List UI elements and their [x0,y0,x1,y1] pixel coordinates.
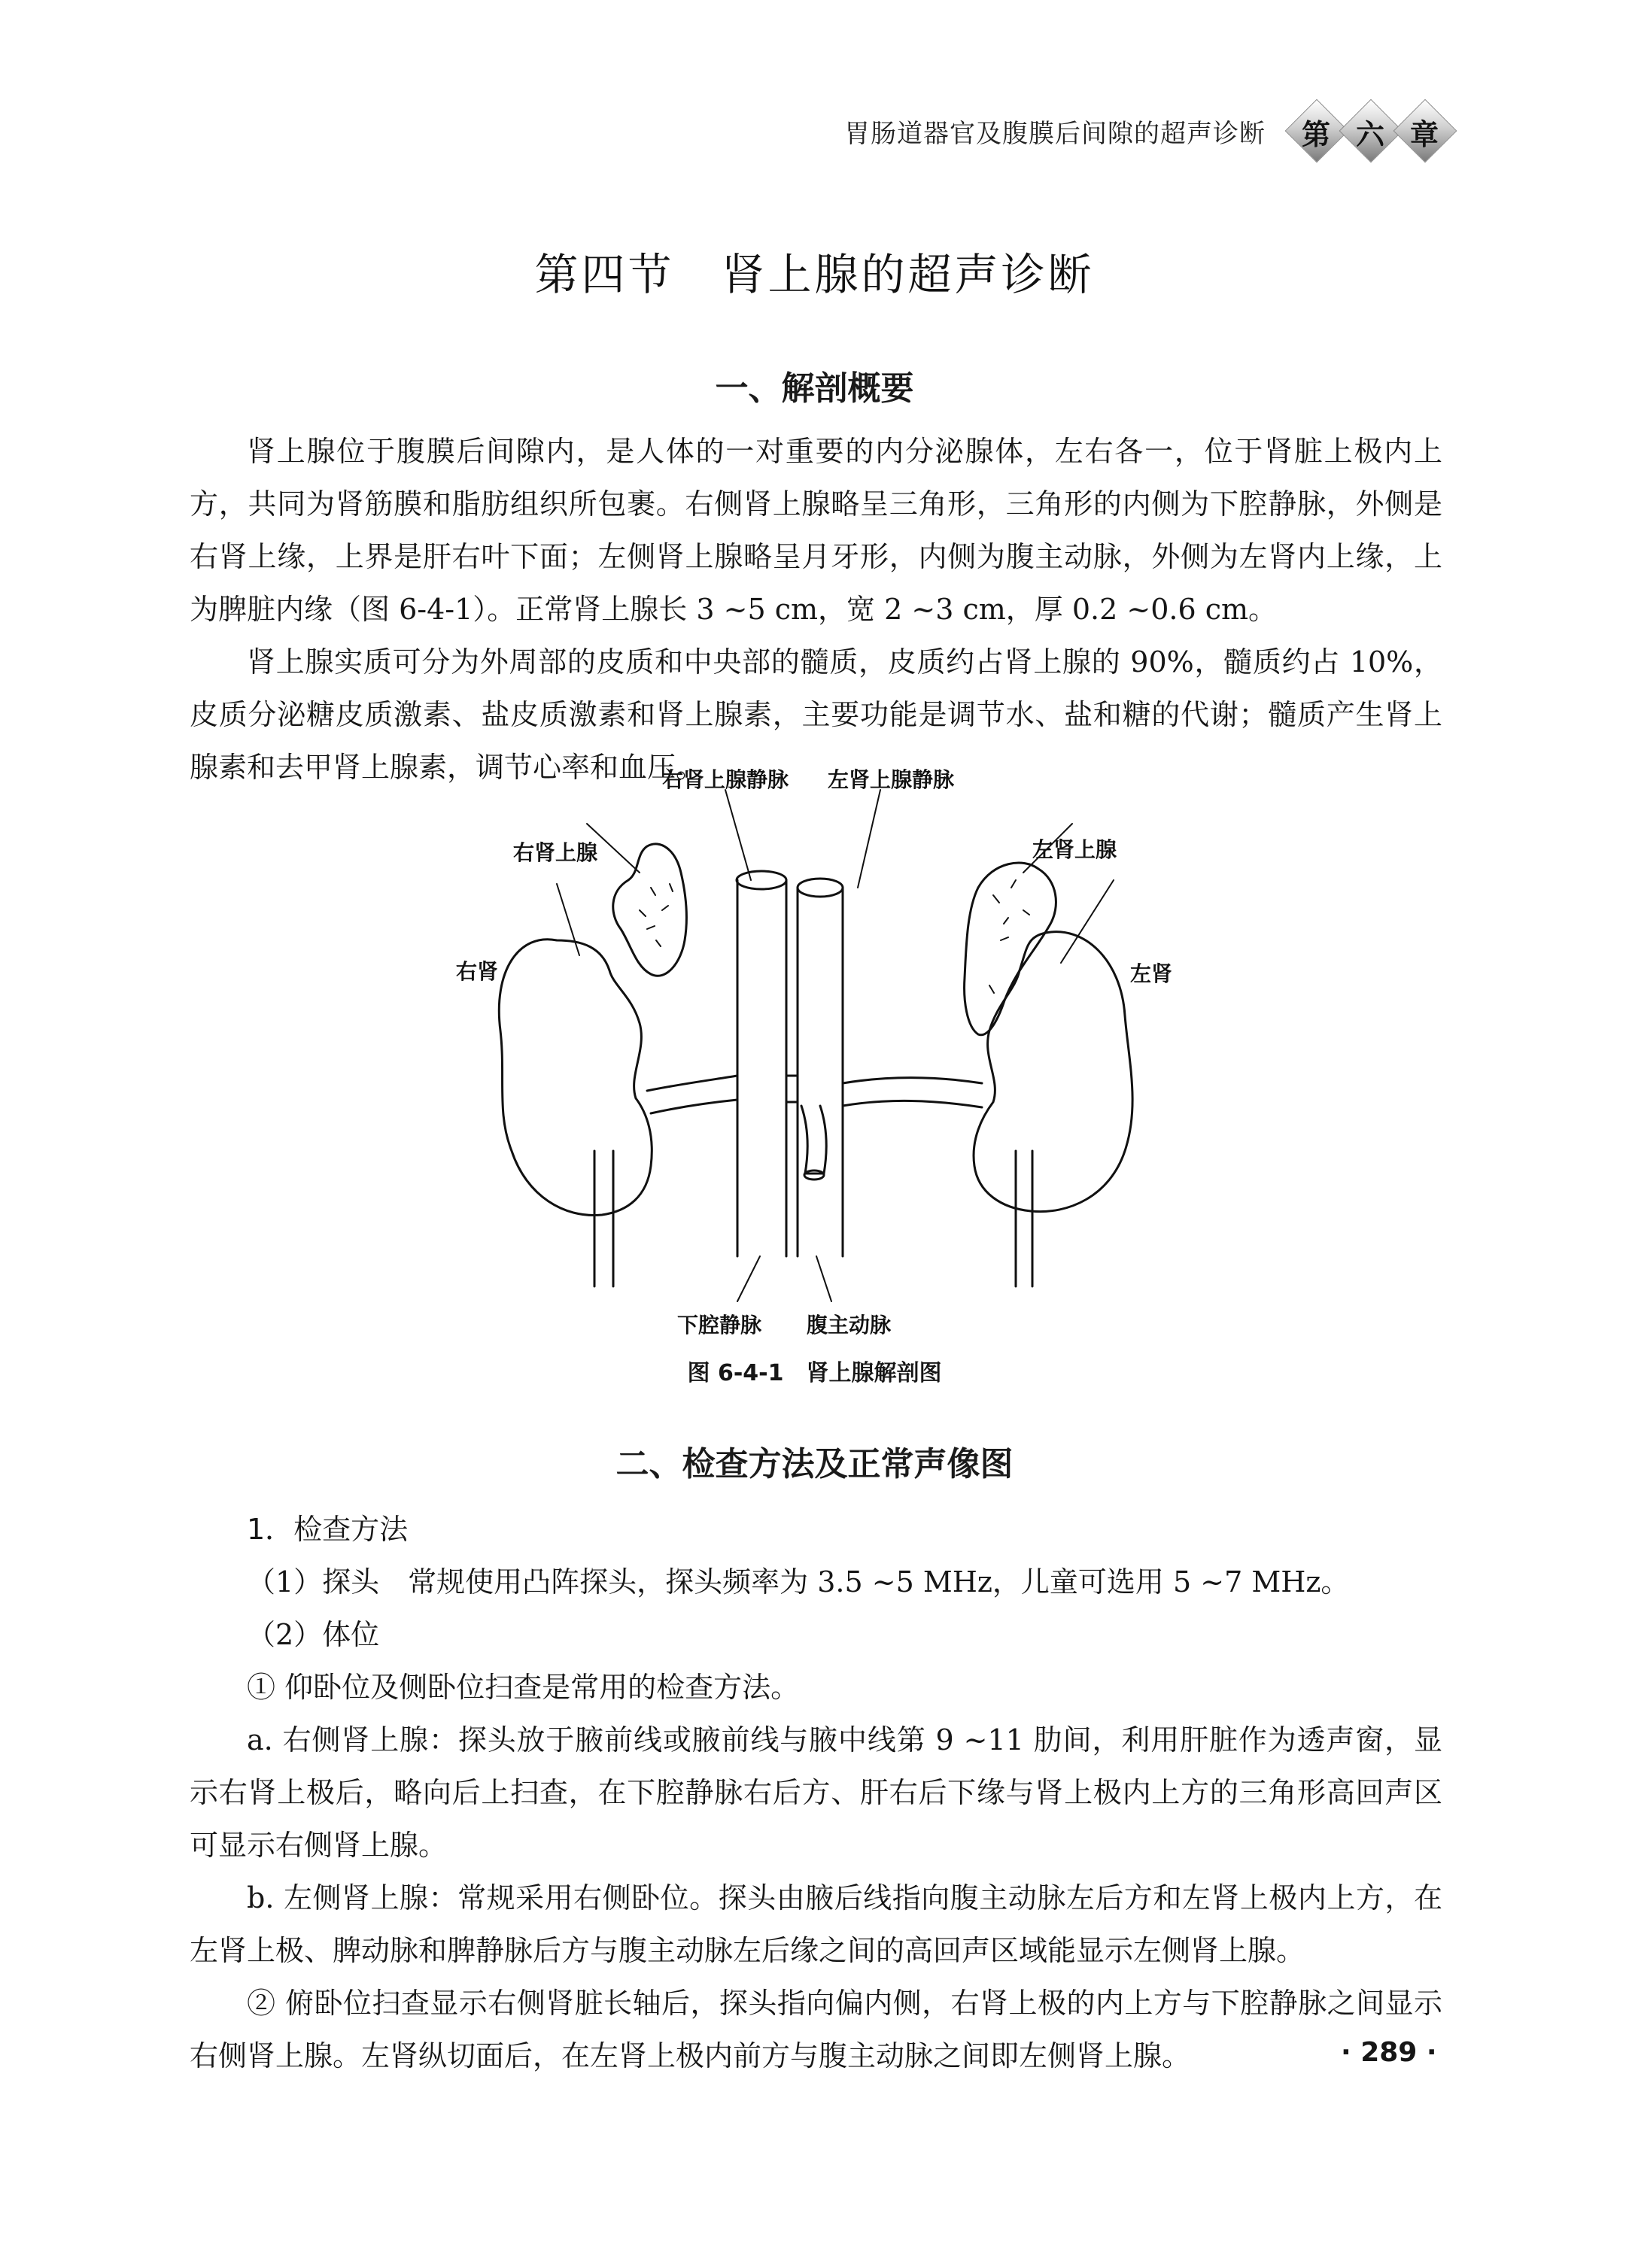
paragraph: b. 左侧肾上腺：常规采用右侧卧位。探头由腋后线指向腹主动脉左后方和左肾上极内上方，在左肾上极、脾动脉和脾静脉后方与腹主动脉左后缘之间的高回声区域能显示左侧肾上腺。 [190,1881,1442,1967]
item-probe: （1）探头 常规使用凸阵探头，探头频率为 3.5 ~5 MHz，儿童可选用 5 ~7 MHz。 [247,1565,1350,1599]
anatomy-text [190,425,1442,794]
item-supine: ① 仰卧位及侧卧位扫查是常用的检查方法。 [247,1671,800,1704]
item-exam-method: 1．检查方法 [247,1513,409,1546]
paragraph: a. 右侧肾上腺：探头放于腋前线或腋前线与腋中线第 9 ~11 肋间，利用肝脏作为透声窗，显示右肾上极后，略向后上扫查，在下腔静脉右后方、肝右后下缘与肾上极内上方的三角形高回声区可显示右侧肾上腺。 [190,1723,1442,1862]
page-number: · 289 · [1341,2037,1437,2068]
paragraph: ② 俯卧位扫查显示右侧肾脏长轴后，探头指向偏内侧，右肾上极的内上方与下腔静脉之间显示右侧肾上腺。左肾纵切面后，在左肾上极内前方与腹主动脉之间即左侧肾上腺。 [190,1987,1442,2072]
figure-caption: 图 6-4-1 肾上腺解剖图 [687,1360,942,1386]
aorta-top [798,879,843,897]
item-position: （2）体位 [247,1618,380,1651]
exam-text [190,1714,1442,2082]
left-adrenal-shape [965,863,1056,1035]
ivc-shape [737,880,786,1256]
chapter-char: 章 [1409,117,1439,151]
paragraph: 肾上腺位于腹膜后间隙内，是人体的一对重要的内分泌腺体，左右各一，位于肾脏上极内上方，共同为肾筋膜和脂肪组织所包裹。右侧肾上腺略呈三角形，三角形的内侧为下腔静脉，外侧是右肾上缘，上界是肝右叶下面；左侧肾上腺略呈月牙形，内侧为腹主动脉，外侧为左肾内上缘，上为脾脏内缘（图 6-4-1）。正常肾上腺长 3 ~5 cm，宽 2 ~3 cm，厚 0.2 ~0.6 cm。 [190,435,1442,626]
running-header: 胃肠道器官及腹膜后间隙的超声诊断 [844,119,1266,149]
label-right-adrenal: 右肾上腺 [513,840,598,865]
chapter-char: 六 [1355,117,1384,151]
left-kidney-shape [974,932,1132,1212]
label-aorta: 腹主动脉 [807,1313,892,1337]
label-ivc: 下腔静脉 [677,1313,762,1337]
label-right-adrenal-vein: 右肾上腺静脉 [662,767,789,792]
heading-anatomy: 一、解剖概要 [715,369,914,408]
label-right-kidney: 右肾 [456,959,499,984]
paragraph: 肾上腺实质可分为外周部的皮质和中央部的髓质，皮质约占肾上腺的 90%，髓质约占 10%，皮质分泌糖皮质激素、盐皮质激素和肾上腺素，主要功能是调节水、盐和糖的代谢；髓质产生肾上腺素和去甲肾上腺素，调节心率和血压。 [190,645,1442,784]
aorta-shape [798,888,843,1256]
section-title: 第四节 肾上腺的超声诊断 [534,249,1095,300]
chapter-badge [1288,105,1454,155]
heading-exam-method: 二、检查方法及正常声像图 [615,1445,1014,1483]
ivc-top [737,871,786,889]
right-adrenal-shape [613,844,687,976]
label-left-adrenal-vein: 左肾上腺静脉 [828,767,955,792]
chapter-char: 第 [1301,117,1330,151]
label-left-kidney: 左肾 [1130,961,1173,986]
label-left-adrenal: 左肾上腺 [1032,837,1117,862]
right-kidney-shape [499,940,652,1216]
